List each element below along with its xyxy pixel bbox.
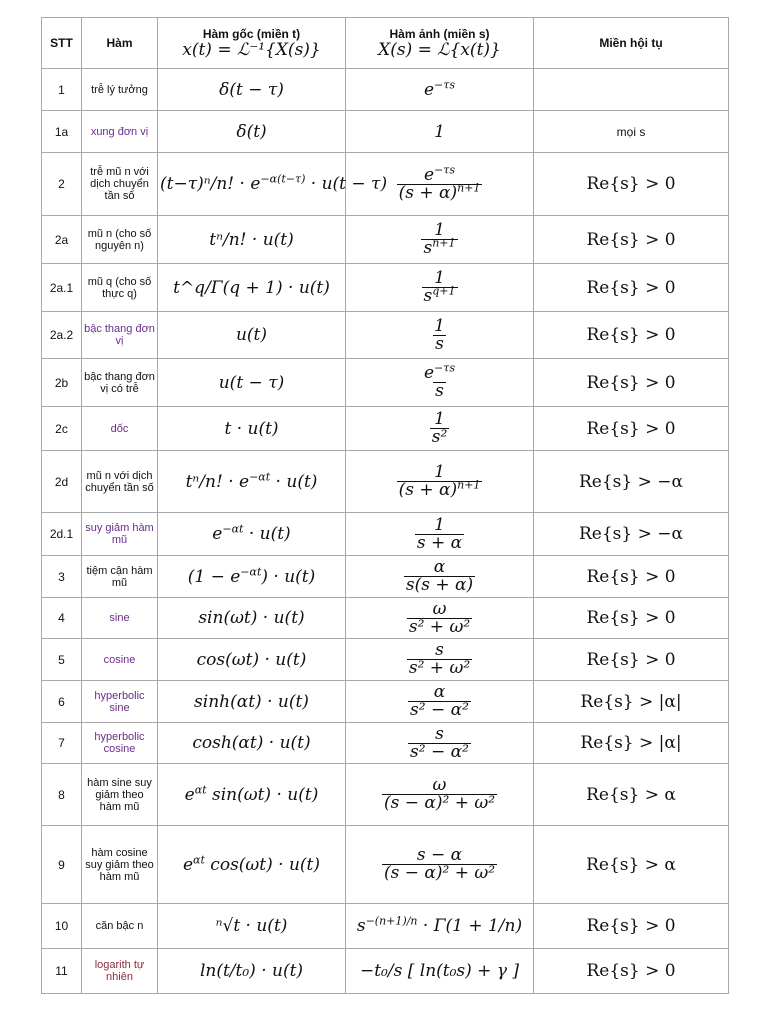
row-region-of-convergence: mọi s — [534, 111, 729, 153]
row-function-name: mũ n (cho số nguyên n) — [82, 216, 158, 264]
row-function-name: trễ lý tưởng — [82, 69, 158, 111]
row-stt: 2c — [42, 407, 82, 451]
numerator: 1 — [434, 220, 445, 240]
denominator: s² — [431, 427, 448, 447]
row-stt: 7 — [42, 723, 82, 764]
fraction — [422, 361, 457, 401]
table-row — [42, 764, 729, 826]
denominator: s² − α² — [410, 741, 469, 762]
row-region-of-convergence: Re{s} > 0 — [534, 264, 729, 312]
row-region-of-convergence: Re{s} > 0 — [534, 904, 729, 949]
row-region-of-convergence: Re{s} > −α — [534, 451, 729, 513]
transform-expr: $e^{-\tau s}$ — [423, 77, 455, 100]
row-region-of-convergence: Re{s} > −α — [534, 513, 729, 556]
numerator: $e^{-\tau s}$ — [423, 162, 455, 185]
row-s-domain — [346, 598, 534, 639]
transform-expr: −t₀/s [ ln(t₀s) + γ ] — [359, 961, 520, 981]
row-function-name: căn bậc n — [82, 904, 158, 949]
table-row — [42, 949, 729, 994]
row-time-domain: t^q/Γ(q + 1) · u(t) — [158, 264, 346, 312]
row-region-of-convergence: Re{s} > α — [534, 826, 729, 904]
table-row — [42, 451, 729, 513]
table-row — [42, 69, 729, 111]
row-region-of-convergence: Re{s} > |α| — [534, 723, 729, 764]
table-row — [42, 556, 729, 598]
row-stt: 11 — [42, 949, 82, 994]
table-row — [42, 513, 729, 556]
row-s-domain — [346, 359, 534, 407]
header-goc — [158, 18, 346, 69]
row-function-name[interactable]: hyperbolic sine — [82, 681, 158, 723]
row-s-domain — [346, 949, 534, 994]
row-region-of-convergence: Re{s} > 0 — [534, 639, 729, 681]
header-goc-label: Hàm gốc (miền t) — [202, 26, 301, 41]
row-s-domain — [346, 826, 534, 904]
row-stt: 5 — [42, 639, 82, 681]
row-region-of-convergence: Re{s} > 0 — [534, 407, 729, 451]
row-s-domain — [346, 111, 534, 153]
row-region-of-convergence: Re{s} > |α| — [534, 681, 729, 723]
row-region-of-convergence: Re{s} > 0 — [534, 556, 729, 598]
table-row — [42, 639, 729, 681]
row-stt: 1a — [42, 111, 82, 153]
denominator: s — [435, 333, 444, 354]
row-function-name: tiệm cận hàm mũ — [82, 556, 158, 598]
row-s-domain — [346, 764, 534, 826]
row-function-name[interactable]: suy giảm hàm mũ — [82, 513, 158, 556]
row-s-domain — [346, 639, 534, 681]
denominator: (s − α)² + ω² — [383, 793, 496, 813]
row-function-name[interactable]: logarith tự nhiên — [82, 949, 158, 994]
denominator: $(s + \alpha)^{n+1}$ — [398, 478, 481, 500]
row-function-name: trễ mũ n với dịch chuyển tần số — [82, 153, 158, 216]
fraction — [408, 723, 471, 762]
row-s-domain — [346, 904, 534, 949]
row-time-domain: tⁿ/n! · u(t) — [158, 216, 346, 264]
row-time-domain: t · u(t) — [158, 407, 346, 451]
row-time-domain: tⁿ/n! · $e^{-\alpha t} \cdot u(t)$ — [158, 451, 346, 513]
table-row — [42, 681, 729, 723]
row-s-domain — [346, 723, 534, 764]
row-time-domain: $e^{-\alpha t} \cdot u(t)$ — [158, 513, 346, 556]
laplace-transform-table — [41, 17, 729, 994]
row-function-name: hàm cosine suy giảm theo hàm mũ — [82, 826, 158, 904]
row-stt: 4 — [42, 598, 82, 639]
numerator: ω — [432, 598, 447, 619]
header-row — [42, 18, 729, 69]
table-row — [42, 153, 729, 216]
fraction — [382, 777, 497, 812]
row-s-domain — [346, 216, 534, 264]
numerator: s − α — [416, 845, 463, 865]
numerator: ω — [432, 775, 447, 795]
header-goc-eq: x(t) = ℒ⁻¹{X(s)} — [182, 39, 321, 60]
denominator: s² − α² — [410, 700, 469, 720]
header-roc: Miền hội tụ — [534, 18, 729, 69]
row-s-domain — [346, 264, 534, 312]
row-time-domain: u(t) — [158, 312, 346, 359]
numerator: 1 — [434, 514, 445, 535]
table-row — [42, 111, 729, 153]
row-time-domain: $e^{\alpha t}$ sin(ωt) · u(t) — [158, 764, 346, 826]
row-time-domain: cosh(αt) · u(t) — [158, 723, 346, 764]
fraction — [382, 847, 497, 882]
numerator: 1 — [434, 409, 445, 429]
row-s-domain — [346, 681, 534, 723]
row-function-name[interactable]: xung đơn vị — [82, 111, 158, 153]
fraction — [408, 684, 471, 719]
table-row — [42, 723, 729, 764]
row-function-name: bậc thang đơn vị có trễ — [82, 359, 158, 407]
header-ham: Hàm — [82, 18, 158, 69]
row-region-of-convergence: Re{s} > 0 — [534, 216, 729, 264]
header-stt: STT — [42, 18, 82, 69]
fraction — [421, 222, 457, 257]
row-time-domain: u(t − τ) — [158, 359, 346, 407]
row-function-name[interactable]: dốc — [82, 407, 158, 451]
row-stt: 9 — [42, 826, 82, 904]
row-function-name: hàm sine suy giảm theo hàm mũ — [82, 764, 158, 826]
row-time-domain: $(1 - e^{-\alpha t}) \cdot u(t)$ — [158, 556, 346, 598]
row-time-domain: $e^{\alpha t}$ cos(ωt) · u(t) — [158, 826, 346, 904]
fraction — [422, 270, 458, 305]
row-time-domain: δ(t − τ) — [158, 69, 346, 111]
row-time-domain: sin(ωt) · u(t) — [158, 598, 346, 639]
table-row — [42, 826, 729, 904]
transform-expr: 1 — [434, 121, 445, 142]
row-s-domain — [346, 513, 534, 556]
row-time-domain: ⁿ√t · u(t) — [158, 904, 346, 949]
header-anh-label: Hàm ảnh (miền s) — [389, 26, 490, 41]
numerator: α — [433, 557, 446, 577]
numerator: 1 — [434, 462, 445, 482]
numerator: α — [433, 682, 446, 702]
header-anh-eq: X(s) = ℒ{x(t)} — [378, 39, 501, 60]
numerator: s — [435, 723, 444, 744]
table-row — [42, 904, 729, 949]
denominator: $s^{q+1}$ — [423, 284, 456, 306]
row-s-domain — [346, 312, 534, 359]
fraction — [397, 464, 483, 499]
row-region-of-convergence: Re{s} > 0 — [534, 949, 729, 994]
row-function-name: mũ n với dịch chuyển tần số — [82, 451, 158, 513]
row-time-domain: ln(t/t₀) · u(t) — [158, 949, 346, 994]
fraction — [430, 411, 450, 446]
row-s-domain — [346, 69, 534, 111]
denominator: s² + ω² — [408, 616, 471, 637]
numerator: 1 — [434, 268, 445, 288]
denominator: s — [435, 381, 444, 401]
row-stt: 2d.1 — [42, 513, 82, 556]
header-anh — [346, 18, 534, 69]
row-region-of-convergence: Re{s} > 0 — [534, 598, 729, 639]
fraction — [404, 559, 475, 594]
denominator: $s^{n+1}$ — [423, 236, 456, 258]
denominator: $(s + \alpha)^{n+1}$ — [398, 180, 481, 203]
row-time-domain: (t−τ)ⁿ/n! · $e^{-\alpha(t-\tau)} \cdot u(t - \tau)$ — [158, 153, 346, 216]
table-row — [42, 598, 729, 639]
fraction — [397, 162, 483, 203]
row-stt: 2b — [42, 359, 82, 407]
row-region-of-convergence: Re{s} > 0 — [534, 312, 729, 359]
row-time-domain: sinh(αt) · u(t) — [158, 681, 346, 723]
fraction — [432, 315, 447, 354]
denominator: s² + ω² — [408, 658, 471, 678]
table-row — [42, 264, 729, 312]
row-time-domain: cos(ωt) · u(t) — [158, 639, 346, 681]
row-function-name[interactable]: cosine — [82, 639, 158, 681]
row-time-domain: δ(t) — [158, 111, 346, 153]
row-function-name: mũ q (cho số thực q) — [82, 264, 158, 312]
row-function-name[interactable]: hyperbolic cosine — [82, 723, 158, 764]
numerator: s — [435, 640, 444, 660]
row-region-of-convergence: Re{s} > α — [534, 764, 729, 826]
row-stt: 3 — [42, 556, 82, 598]
table-row — [42, 216, 729, 264]
denominator: s + α — [416, 532, 463, 553]
row-stt: 6 — [42, 681, 82, 723]
fraction — [407, 642, 472, 677]
transform-expr: $s^{-(n+1)/n} \cdot \Gamma(1 + 1/n)$ — [356, 914, 523, 936]
row-region-of-convergence — [534, 69, 729, 111]
numerator: 1 — [434, 315, 445, 336]
row-function-name[interactable]: sine — [82, 598, 158, 639]
row-stt: 10 — [42, 904, 82, 949]
table-row — [42, 407, 729, 451]
row-stt: 2d — [42, 451, 82, 513]
fraction — [407, 598, 472, 637]
row-s-domain — [346, 407, 534, 451]
row-s-domain — [346, 451, 534, 513]
row-stt: 2a.2 — [42, 312, 82, 359]
table-row — [42, 359, 729, 407]
row-region-of-convergence: Re{s} > 0 — [534, 359, 729, 407]
row-stt: 2a — [42, 216, 82, 264]
row-stt: 2 — [42, 153, 82, 216]
table-row — [42, 312, 729, 359]
row-stt: 2a.1 — [42, 264, 82, 312]
denominator: (s − α)² + ω² — [383, 863, 496, 883]
row-stt: 8 — [42, 764, 82, 826]
row-s-domain — [346, 556, 534, 598]
row-function-name[interactable]: bậc thang đơn vị — [82, 312, 158, 359]
fraction — [415, 514, 464, 553]
numerator: $e^{-\tau s}$ — [423, 361, 455, 383]
denominator: s(s + α) — [405, 575, 474, 595]
row-region-of-convergence: Re{s} > 0 — [534, 153, 729, 216]
row-stt: 1 — [42, 69, 82, 111]
